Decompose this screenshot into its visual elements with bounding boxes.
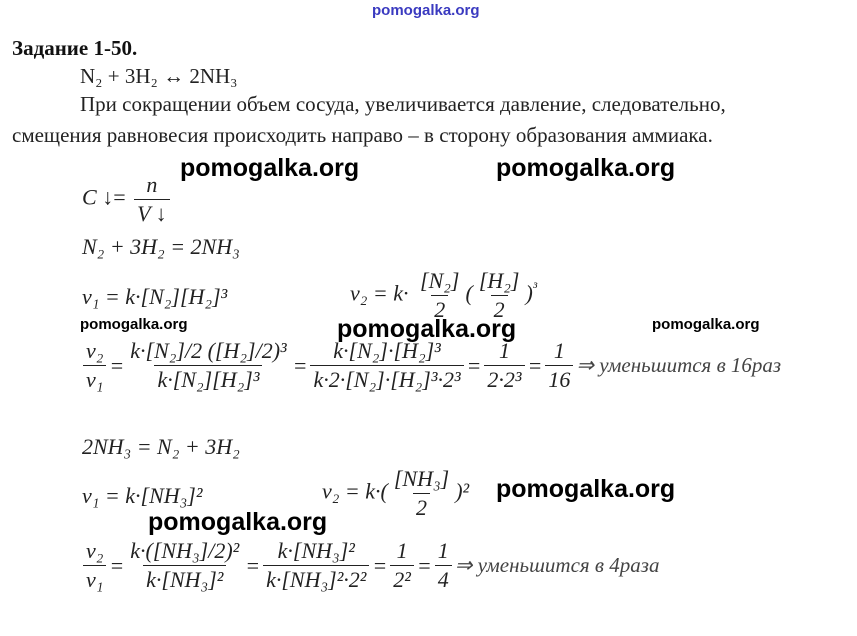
watermark: pomogalka.org: [80, 316, 188, 333]
denominator: 2: [431, 295, 448, 323]
ratio2-step-b: [263, 538, 369, 593]
denominator: 2²: [390, 565, 414, 593]
ratio2-step-d: [435, 538, 452, 593]
reverse-equation: 2NH₃ = N₂ + 3H₂: [82, 434, 240, 459]
denominator: 4: [435, 565, 452, 593]
ratio2-result: ⇒ уменьшится в 4раза: [454, 553, 660, 577]
power-two: )²: [455, 478, 470, 504]
denominator: k·[N₂][H₂]³: [154, 365, 262, 393]
denominator-v: V ↓: [134, 199, 170, 227]
arrow-down-equals: ↓=: [102, 184, 126, 210]
nh3-half-fraction: [391, 466, 452, 521]
denominator: 2: [491, 295, 508, 323]
numerator: 1: [437, 538, 449, 563]
power-three: ³: [532, 279, 538, 296]
concentration-formula: [82, 172, 173, 227]
denominator: k·2·[N₂]·[H₂]³·2³: [310, 365, 463, 393]
v1-forward: v₁ = k·[N₂][H₂]³: [82, 284, 228, 309]
numerator: v₂: [86, 338, 104, 363]
ratio1-step-d: [545, 338, 573, 393]
watermark: pomogalka.org: [180, 154, 360, 182]
numerator: 1: [396, 538, 408, 563]
ratio-2: $\frac{\text{v₂}}{\text{v₁}}$ = $\frac{\text{k·([NH₃]/2)²}}{\text{k·[NH₃]²}}$ = $\frac{\text{k·[NH₃]²}}{\text{k·[NH₃]²·2²}}$ = $\frac{1}{\text{2²}}$ = $\frac{1}{4}$ ⇒ уменьшится в 4раза: [80, 538, 659, 593]
v1-reverse: v₁ = k·[NH₃]²: [82, 483, 203, 508]
ratio1-result: ⇒ уменьшится в 16раз: [576, 353, 782, 377]
v2-reverse: [322, 466, 469, 521]
conc-symbol: C: [82, 184, 97, 210]
numerator: 1: [498, 338, 510, 363]
numerator-n: n: [146, 172, 158, 197]
forward-equation: N₂ + 3H₂ = 2NH₃: [82, 234, 240, 259]
denominator: v₁: [83, 365, 106, 393]
watermark: pomogalka.org: [148, 508, 328, 536]
numerator: k·[N₂]/2 ([H₂]/2)³: [130, 338, 287, 363]
ratio1-step-a: [127, 338, 289, 393]
denominator: 2: [413, 493, 430, 521]
watermark: pomogalka.org: [337, 315, 517, 343]
numerator: 1: [553, 338, 565, 363]
h2-half-fraction: [476, 268, 523, 323]
paragraph-line-2: смещения равновесия происходить направо – в сторону образования аммиака.: [12, 123, 713, 147]
n2-half-fraction: [417, 268, 462, 323]
ratio2-step-a: [127, 538, 242, 593]
ratio1-step-b: [310, 338, 463, 393]
ratio-1: $\frac{\text{v₂}}{\text{v₁}}$ = $\frac{\text{k·[N₂]/2 ([H₂]/2)³}}{\text{k·[N₂][H₂]³}}$ = $\frac{\text{k·[N₂]·[H₂]³}}{\text{k·2·[N₂]·[H₂]³·2³}}$ = $\frac{1}{\text{2·2³}}$ = $\frac{1}{16}$ ⇒ уменьшится в 16раз: [80, 338, 781, 393]
ratio2-step-c: [390, 538, 414, 593]
numerator: v₂: [86, 538, 104, 563]
n-over-v-fraction: [134, 172, 170, 227]
watermark: pomogalka.org: [652, 316, 760, 333]
denominator: 16: [545, 365, 573, 393]
watermark-top[interactable]: pomogalka.org: [372, 2, 480, 19]
numerator: [N₂]: [420, 268, 460, 293]
denominator: k·[NH₃]²: [143, 565, 226, 593]
denominator: k·[NH₃]²·2²: [263, 565, 369, 593]
v2-reverse-prefix: v₂ = k·(: [322, 478, 388, 504]
denominator: v₁: [83, 565, 106, 593]
ratio1-step-c: [484, 338, 524, 393]
watermark: pomogalka.org: [496, 475, 676, 503]
watermark: pomogalka.org: [496, 154, 676, 182]
paragraph-line-1: При сокращении объем сосуда, увеличивается давление, следовательно,: [80, 92, 726, 116]
numerator: k·[NH₃]²: [277, 538, 355, 563]
numerator: k·[N₂]·[H₂]³: [333, 338, 441, 363]
numerator: [NH₃]: [393, 466, 450, 491]
denominator: 2·2³: [484, 365, 524, 393]
reaction-equation: N₂ + 3H₂ ↔ 2NH₃: [80, 64, 238, 88]
numerator: [H₂]: [478, 268, 520, 293]
v2-over-v1: [83, 538, 106, 593]
v2-over-v1: [83, 338, 106, 393]
numerator: k·([NH₃]/2)²: [130, 538, 240, 563]
v2-forward: v₂ = k· $\frac{\text{[N₂]}}{2}$ ( $\frac{\text{[H₂]}}{2}$ )$^{^3}$: [350, 268, 538, 322]
task-title: Задание 1-50.: [12, 36, 138, 60]
v2-forward-prefix: v₂ = k·: [350, 280, 409, 306]
